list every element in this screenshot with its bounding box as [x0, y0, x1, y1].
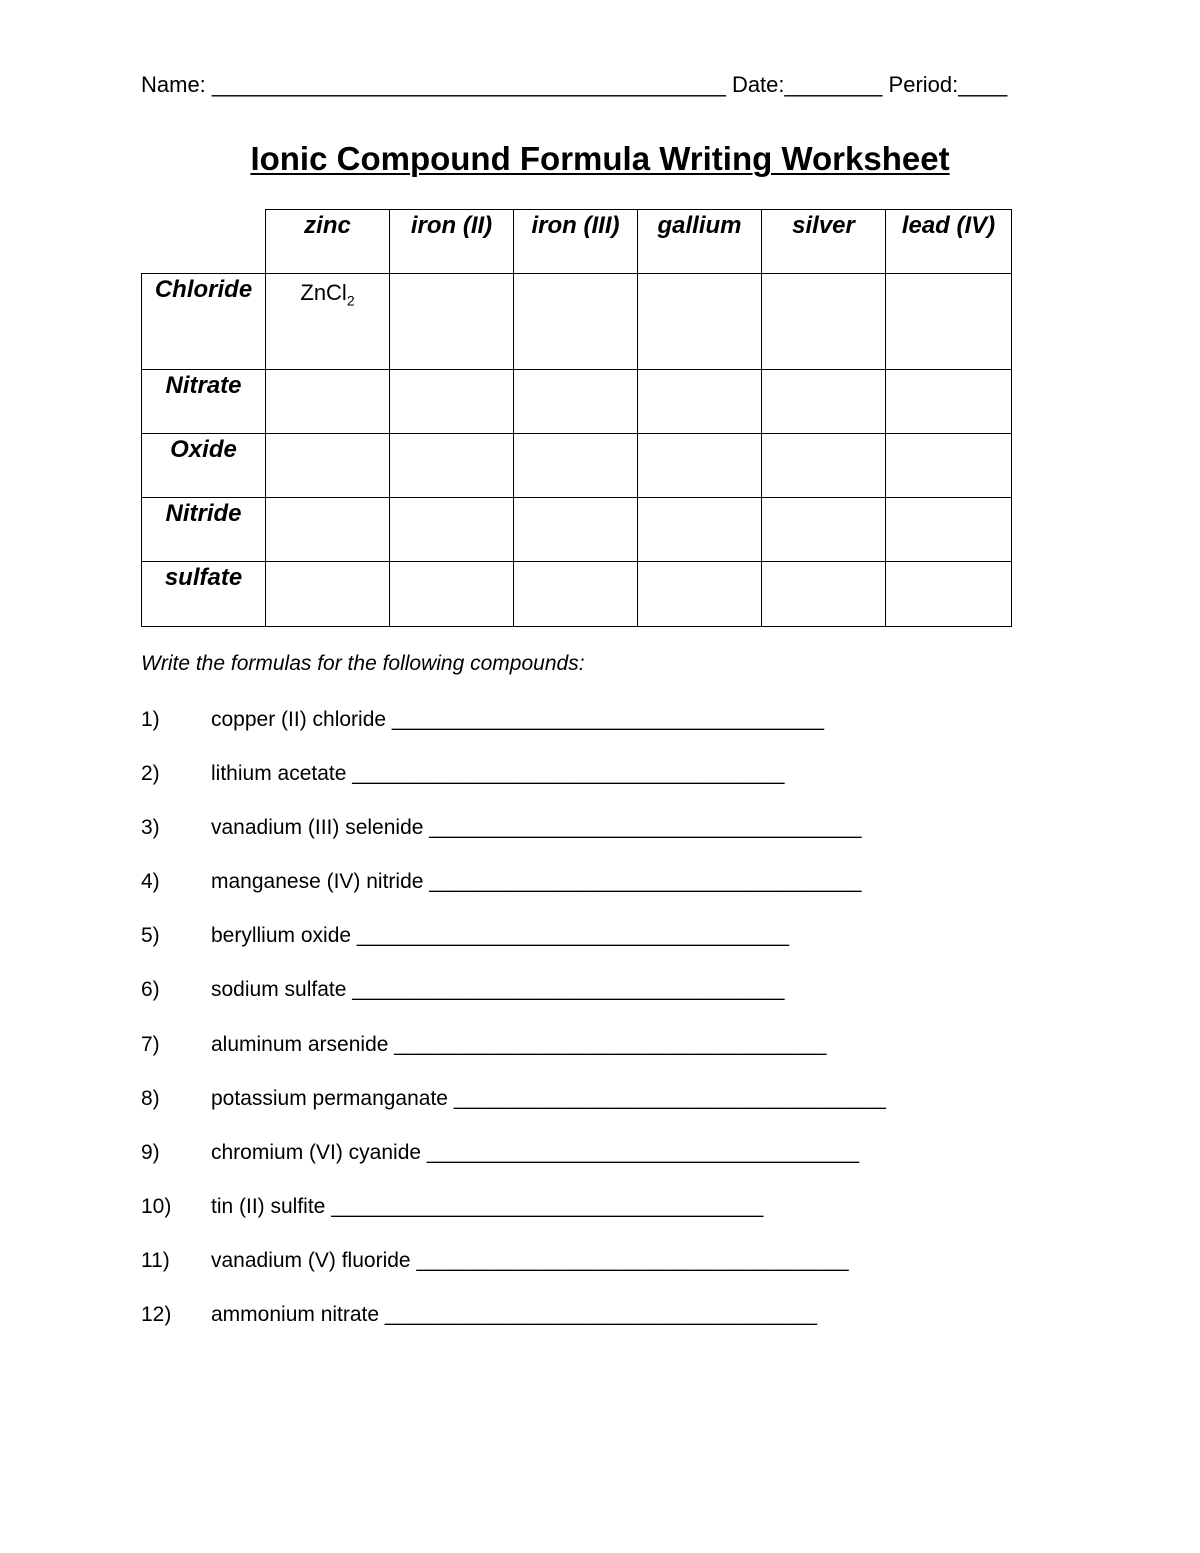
row-header: Nitrate	[142, 370, 266, 434]
question-text: potassium permanganate	[211, 1087, 448, 1110]
answer-cell[interactable]	[514, 434, 638, 498]
name-label: Name:	[141, 72, 206, 97]
question-text: vanadium (V) fluoride	[211, 1249, 411, 1272]
answer-cell[interactable]	[762, 370, 886, 434]
answer-cell[interactable]	[638, 434, 762, 498]
answer-blank[interactable]: _____________________________________	[416, 1249, 849, 1272]
question-text: vanadium (III) selenide	[211, 816, 424, 839]
answer-blank[interactable]: _____________________________________	[426, 1141, 860, 1164]
question-number: 5)	[141, 924, 160, 947]
answer-blank[interactable]: _____________________________________	[429, 870, 862, 893]
question-text: chromium (VI) cyanide	[211, 1141, 422, 1164]
column-header: iron (III)	[514, 210, 638, 274]
compound-table	[141, 209, 1012, 627]
column-header: iron (II)	[390, 210, 514, 274]
answer-blank[interactable]: _____________________________________	[352, 762, 785, 785]
question-text: copper (II) chloride	[211, 708, 387, 731]
date-label: Date:	[731, 72, 785, 97]
question-item	[141, 1249, 849, 1273]
answer-cell[interactable]	[638, 498, 762, 562]
answer-cell[interactable]	[762, 274, 886, 370]
page-title: Ionic Compound Formula Writing Worksheet	[250, 140, 950, 177]
name-field[interactable]: __________________________________________	[211, 72, 726, 97]
question-number: 3)	[141, 816, 160, 839]
answer-blank[interactable]: _____________________________________	[331, 1195, 764, 1218]
answer-blank[interactable]: _____________________________________	[429, 816, 862, 839]
answer-cell[interactable]	[762, 434, 886, 498]
question-item	[141, 924, 789, 948]
question-number: 7)	[141, 1033, 160, 1056]
question-number: 4)	[141, 870, 160, 893]
column-header: gallium	[638, 210, 762, 274]
row-header: sulfate	[142, 562, 266, 627]
table-row	[142, 274, 1012, 370]
question-text: manganese (IV) nitride	[211, 870, 424, 893]
question-number: 2)	[141, 762, 160, 785]
table-header-row	[142, 210, 1012, 274]
formula-subscript: 2	[346, 292, 355, 309]
question-item	[141, 708, 824, 732]
answer-blank[interactable]: _____________________________________	[453, 1087, 886, 1110]
period-field[interactable]: ____	[958, 72, 1008, 97]
answer-blank[interactable]: _____________________________________	[391, 708, 825, 731]
question-text: aluminum arsenide	[211, 1033, 389, 1056]
answer-cell[interactable]	[886, 498, 1012, 562]
formula-text: ZnCl	[300, 280, 347, 305]
question-item	[141, 1195, 763, 1219]
answer-cell[interactable]	[514, 274, 638, 370]
answer-cell[interactable]	[886, 274, 1012, 370]
question-item	[141, 870, 861, 894]
question-number: 9)	[141, 1141, 160, 1164]
question-text: lithium acetate	[211, 762, 347, 785]
row-header: Oxide	[142, 434, 266, 498]
answer-cell[interactable]	[762, 498, 886, 562]
answer-cell[interactable]	[266, 370, 390, 434]
period-label: Period:	[888, 72, 959, 97]
answer-cell[interactable]	[638, 274, 762, 370]
table-corner	[142, 210, 266, 274]
question-text: tin (II) sulfite	[211, 1195, 326, 1218]
question-number: 6)	[141, 978, 160, 1001]
answer-cell[interactable]	[390, 274, 514, 370]
answer-blank[interactable]: _____________________________________	[394, 1033, 827, 1056]
answer-cell[interactable]	[390, 370, 514, 434]
instructions-text: Write the formulas for the following compounds:	[141, 652, 585, 675]
question-number: 10)	[141, 1195, 172, 1218]
answer-blank[interactable]: _____________________________________	[352, 978, 785, 1001]
question-item	[141, 816, 861, 840]
answer-blank[interactable]: _____________________________________	[356, 924, 790, 947]
answer-cell[interactable]	[886, 434, 1012, 498]
question-item	[141, 1033, 826, 1057]
row-header: Chloride	[142, 274, 266, 370]
question-item	[141, 978, 784, 1002]
answer-cell[interactable]	[514, 562, 638, 627]
answer-cell[interactable]	[886, 562, 1012, 627]
answer-cell[interactable]	[390, 498, 514, 562]
answer-cell[interactable]	[390, 434, 514, 498]
student-info-line	[141, 72, 1007, 98]
answer-cell[interactable]	[762, 562, 886, 627]
question-text: sodium sulfate	[211, 978, 347, 1001]
question-number: 8)	[141, 1087, 160, 1110]
row-header: Nitride	[142, 498, 266, 562]
answer-cell[interactable]	[266, 562, 390, 627]
question-item	[141, 1303, 817, 1327]
question-number: 1)	[141, 708, 160, 731]
question-item	[141, 1141, 859, 1165]
column-header: lead (IV)	[886, 210, 1012, 274]
answer-cell[interactable]	[266, 274, 390, 370]
table-row	[142, 498, 1012, 562]
answer-cell[interactable]	[886, 370, 1012, 434]
date-field[interactable]: ________	[784, 72, 883, 97]
answer-cell[interactable]	[638, 562, 762, 627]
table-row	[142, 562, 1012, 627]
question-text: ammonium nitrate	[211, 1303, 380, 1326]
question-number: 11)	[141, 1249, 170, 1272]
answer-blank[interactable]: _____________________________________	[384, 1303, 818, 1326]
question-item	[141, 1087, 886, 1111]
answer-cell[interactable]	[638, 370, 762, 434]
answer-cell[interactable]	[390, 562, 514, 627]
question-number: 12)	[141, 1303, 172, 1326]
table-row	[142, 434, 1012, 498]
column-header: zinc	[266, 210, 390, 274]
answer-cell[interactable]	[266, 434, 390, 498]
table-row	[142, 370, 1012, 434]
answer-cell[interactable]	[514, 370, 638, 434]
answer-cell[interactable]	[514, 498, 638, 562]
answer-cell[interactable]	[266, 498, 390, 562]
question-item	[141, 762, 784, 786]
column-header: silver	[762, 210, 886, 274]
question-text: beryllium oxide	[211, 924, 352, 947]
